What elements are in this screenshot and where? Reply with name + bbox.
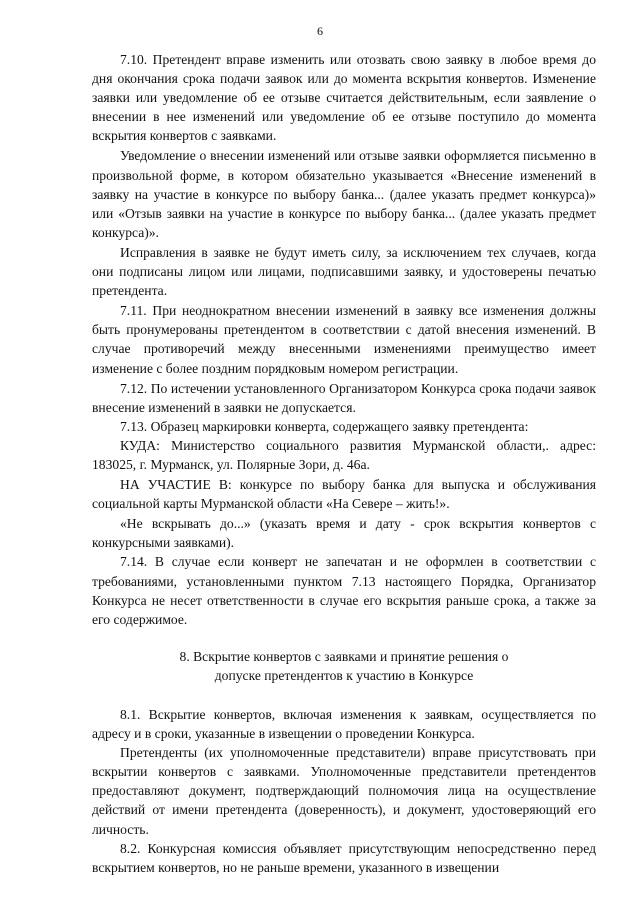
page-number: 6 xyxy=(317,24,323,38)
section-heading-line-2: допуске претендентов к участию в Конкурсе xyxy=(214,667,474,683)
section-heading-line-1: 8. Вскрытие конвертов с заявками и принятие решения о xyxy=(179,648,509,664)
paragraph-7-11: 7.11. При неоднократном внесении изменений в заявку все изменения должны быть пронумерованы претендентом в соответствии с датой внесения изменений. В случае противоречий между внесенными изменениями преимущество имеет изменение с более поздним порядковым номером регистрации. xyxy=(92,303,596,376)
paragraph-8-1: 8.1. Вскрытие конвертов, включая изменения к заявкам, осуществляется по адресу и в сроки, указанные в извещении о проведении Конкурса. xyxy=(92,707,596,742)
paragraph-7-12: 7.12. По истечении установленного Организатором Конкурса срока подачи заявок внесение изменений в заявки не допускается. xyxy=(92,380,596,415)
paragraph-7-13: 7.13. Образец маркировки конверта, содержащего заявку претендента: xyxy=(120,418,529,434)
paragraph-corrections: Исправления в заявке не будут иметь силу, за исключением тех случаев, когда они подписаны лицом или лицами, подписавшими заявку, и удостоверены печатью претендента. xyxy=(92,244,596,299)
paragraph-envelope-for: НА УЧАСТИЕ В: конкурсе по выбору банка для выпуска и обслуживания социальной карты Мурманской области «На Севере – жить!». xyxy=(92,477,596,512)
paragraph-do-not-open: «Не вскрывать до...» (указать время и дату - срок вскрытия конвертов с конкурсными заявками). xyxy=(92,516,596,551)
paragraph-7-14: 7.14. В случае если конверт не запечатан и не оформлен в соответствии с требованиями, установленными пунктом 7.13 настоящего Порядка, Организатор Конкурса не несет ответственности в случае его вскрытия раньше срока, а также за его содержимое. xyxy=(92,554,596,627)
paragraph-8-2: 8.2. Конкурсная комиссия объявляет присутствующим непосредственно перед вскрытием конвертов, но не раньше времени, указанного в извещении xyxy=(92,840,596,875)
paragraph-envelope-to: КУДА: Министерство социального развития Мурманской области,. адрес: 183025, г. Мурманск, ул. Полярные Зори, д. 46а. xyxy=(92,437,596,472)
section-8-heading xyxy=(92,647,596,685)
paragraph-representatives: Претенденты (их уполномоченные представители) вправе присутствовать при вскрытии конвертов с заявками. Уполномоченные представители претендентов предоставляют документ, подтверждающий полномочия лица на осуществление действий от имени претендента (доверенность), и документ, удостоверяющий его личность. xyxy=(92,745,596,837)
document-body xyxy=(92,50,596,877)
paragraph-notice-form: Уведомление о внесении изменений или отзыве заявки оформляется письменно в произвольной форме, в котором обязательно указывается «Внесение изменений в заявку на участие в конкурсе по выбору банка... (далее указать предмет конкурса)» или «Отзыв заявки на участие в конкурсе по выбору банка... (далее указать предмет конкурса)». xyxy=(92,148,596,240)
paragraph-7-10: 7.10. Претендент вправе изменить или отозвать свою заявку в любое время до дня окончания срока подачи заявок или до момента вскрытия конвертов. Изменение заявки или уведомление об ее отзыве считается действительным, если заявление о внесении в нее изменений или уведомление об ее отзыве поступило до момента вскрытия конвертов с заявками. xyxy=(92,52,596,144)
